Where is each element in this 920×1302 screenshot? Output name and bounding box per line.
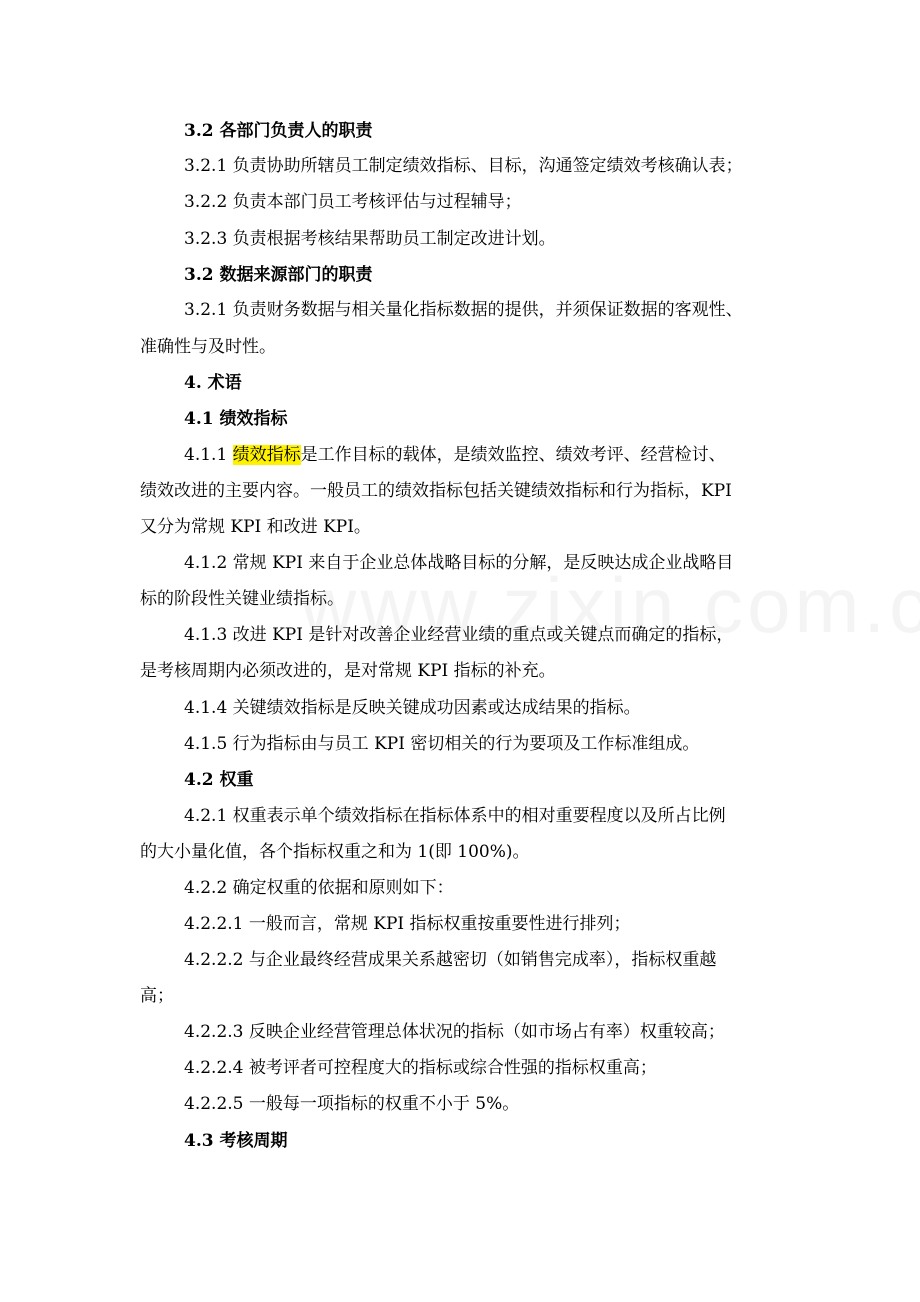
section-heading-3-2-dept-heads: 3.2 各部门负责人的职责 xyxy=(184,121,373,141)
paragraph-4-2-2-2-line2: 高； xyxy=(140,986,174,1006)
paragraph-3-2-3: 3.2.3 负责根据考核结果帮助员工制定改进计划。 xyxy=(184,229,556,249)
paragraph-text: 是工作目标的载体，是绩效监控、绩效考评、经营检讨、 xyxy=(300,445,726,465)
section-heading-4-1: 4.1 绩效指标 xyxy=(184,409,288,429)
paragraph-4-1-2-line2: 标的阶段性关键业绩指标。 xyxy=(140,589,344,609)
section-heading-3-2-data-source: 3.2 数据来源部门的职责 xyxy=(184,265,373,285)
paragraph-4-1-1-line2: 绩效改进的主要内容。一般员工的绩效指标包括关键绩效指标和行为指标，KPI xyxy=(140,481,732,501)
paragraph-4-2-2-3: 4.2.2.3 反映企业经营管理总体状况的指标（如市场占有率）权重较高； xyxy=(184,1022,725,1042)
section-heading-4-3: 4.3 考核周期 xyxy=(184,1131,288,1151)
highlighted-term: 绩效指标 xyxy=(232,445,301,465)
paragraph-4-1-5: 4.1.5 行为指标由与员工 KPI 密切相关的行为要项及工作标准组成。 xyxy=(184,734,700,754)
paragraph-4-2-1-line1: 4.2.1 权重表示单个绩效指标在指标体系中的相对重要程度以及所占比例 xyxy=(184,806,726,826)
section-heading-4-2: 4.2 权重 xyxy=(184,770,254,790)
paragraph-3-2-1: 3.2.1 负责协助所辖员工制定绩效指标、目标，沟通签定绩效考核确认表； xyxy=(184,156,743,176)
paragraph-4-1-3-line2: 是考核周期内必须改进的，是对常规 KPI 指标的补充。 xyxy=(140,661,556,681)
paragraph-4-1-3-line1: 4.1.3 改进 KPI 是针对改善企业经营业绩的重点或关键点而确定的指标， xyxy=(184,625,734,645)
paragraph-3-2-1-data-line1: 3.2.1 负责财务数据与相关量化指标数据的提供，并须保证数据的客观性、 xyxy=(184,300,743,320)
paragraph-4-1-2-line1: 4.1.2 常规 KPI 来自于企业总体战略目标的分解，是反映达成企业战略目 xyxy=(184,553,734,573)
paragraph-4-2-2-5: 4.2.2.5 一般每一项指标的权重不小于 5%。 xyxy=(184,1094,520,1114)
paragraph-number: 4.1.1 xyxy=(184,445,233,465)
paragraph-4-1-4: 4.1.4 关键绩效指标是反映关键成功因素或达成结果的指标。 xyxy=(184,698,641,718)
paragraph-4-1-1-line1 xyxy=(184,444,800,466)
paragraph-3-2-1-data-line2: 准确性与及时性。 xyxy=(140,337,276,357)
paragraph-4-2-2-1: 4.2.2.1 一般而言，常规 KPI 指标权重按重要性进行排列； xyxy=(184,914,631,934)
paragraph-4-2-1-line2: 的大小量化值，各个指标权重之和为 1(即 100%)。 xyxy=(140,842,530,862)
paragraph-4-2-2: 4.2.2 确定权重的依据和原则如下： xyxy=(184,878,454,898)
paragraph-4-1-1-line3: 又分为常规 KPI 和改进 KPI。 xyxy=(140,517,371,537)
paragraph-4-2-2-4: 4.2.2.4 被考评者可控程度大的指标或综合性强的指标权重高； xyxy=(184,1058,657,1078)
section-heading-4-terms: 4. 术语 xyxy=(184,373,242,393)
paragraph-4-2-2-2-line1: 4.2.2.2 与企业最终经营成果关系越密切（如销售完成率），指标权重越 xyxy=(184,950,717,970)
paragraph-3-2-2: 3.2.2 负责本部门员工考核评估与过程辅导； xyxy=(184,192,522,212)
